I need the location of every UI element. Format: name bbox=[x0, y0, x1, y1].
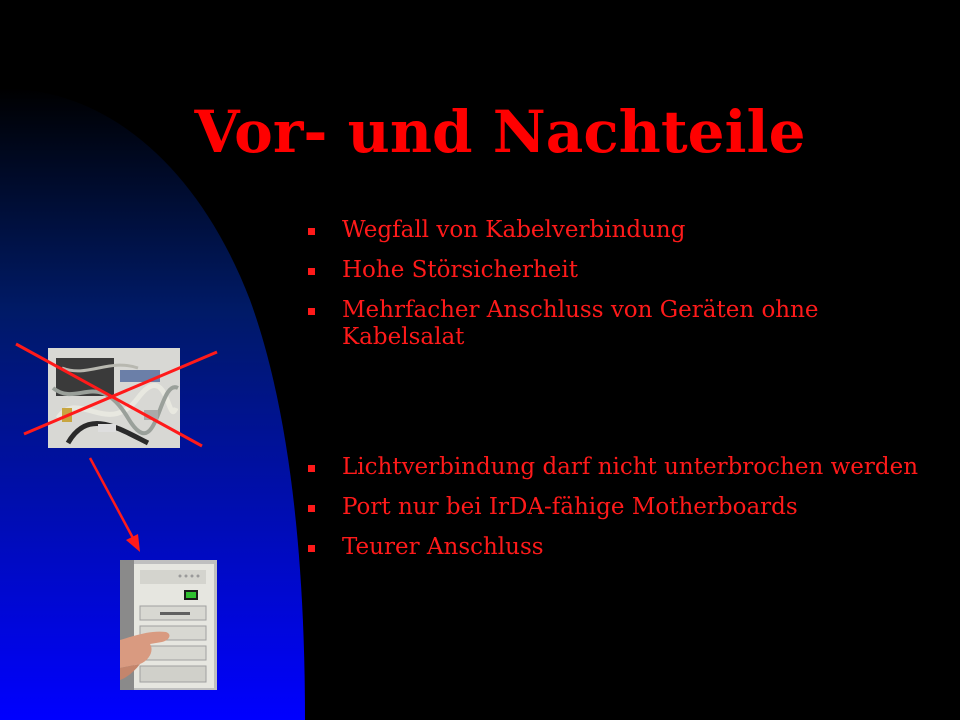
list-item: Port nur bei IrDA-fähige Motherboards bbox=[308, 494, 942, 521]
list-item: Wegfall von Kabelverbindung bbox=[308, 217, 942, 244]
bullet-icon bbox=[308, 465, 315, 472]
pc-photo bbox=[120, 560, 217, 690]
list-item: Mehrfacher Anschluss von Geräten ohne Kabelsalat bbox=[308, 297, 942, 351]
bullet-icon bbox=[308, 308, 315, 315]
bullet-icon bbox=[308, 545, 315, 552]
bullet-icon bbox=[308, 505, 315, 512]
slide-title: Vor- und Nachteile bbox=[194, 98, 806, 166]
advantages-list bbox=[308, 217, 942, 364]
bullet-icon bbox=[308, 228, 315, 235]
disadvantages-list bbox=[308, 454, 942, 574]
list-item: Teurer Anschluss bbox=[308, 534, 942, 561]
list-item: Lichtverbindung darf nicht unterbrochen werden bbox=[308, 454, 942, 481]
cables-photo bbox=[48, 348, 180, 448]
bullet-icon bbox=[308, 268, 315, 275]
list-item: Hohe Störsicherheit bbox=[308, 257, 942, 284]
